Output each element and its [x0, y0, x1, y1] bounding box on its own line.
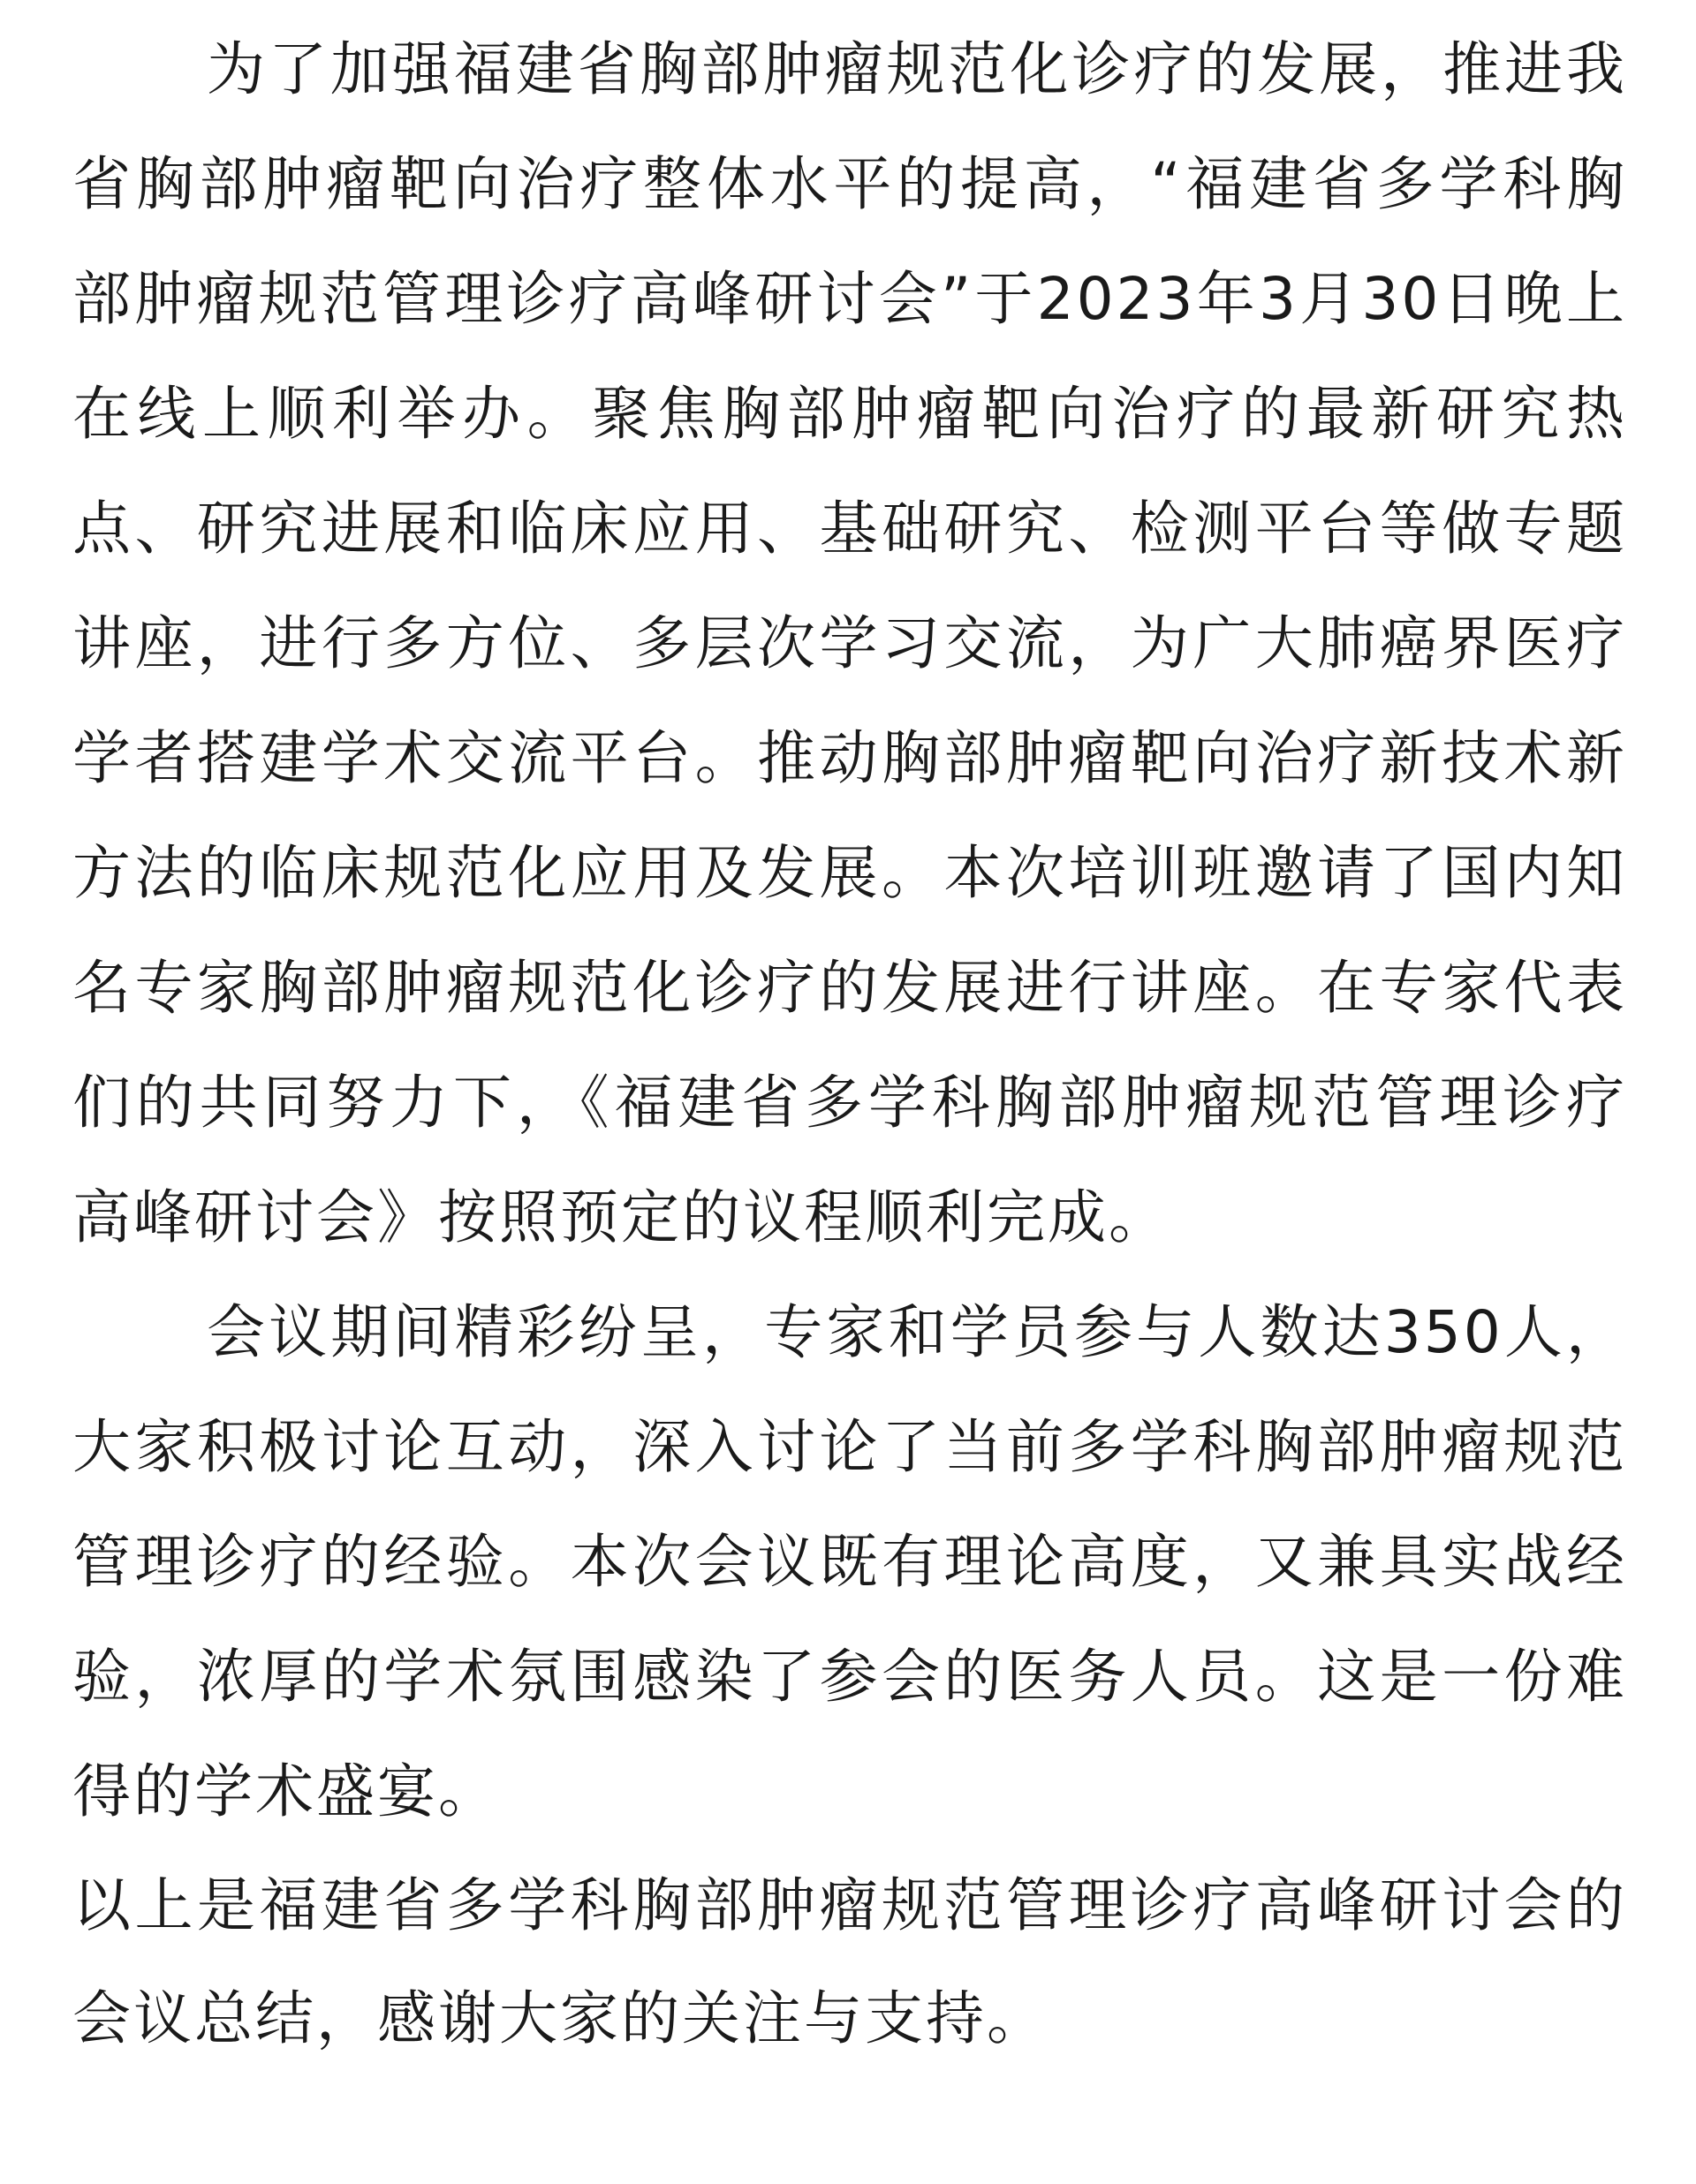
article-body [72, 12, 1627, 2075]
paragraph-summary: 以上是福建省多学科胸部肿瘤规范管理诊疗高峰研讨会的会议总结，感谢大家的关注与支持。 [72, 1871, 1627, 2052]
paragraph-highlights: 会议期间精彩纷呈，专家和学员参与人数达350人，大家积极讨论互动，深入讨论了当前多学科胸部肿瘤规范管理诊疗的经验。本次会议既有理论高度，又兼具实战经验，浓厚的学术氛围感染了参会的医务人员。这是一份难得的学术盛宴。 [72, 1298, 1627, 1825]
paragraph-intro: 为了加强福建省胸部肿瘤规范化诊疗的发展，推进我省胸部肿瘤靶向治疗整体水平的提高，“福建省多学科胸部肿瘤规范管理诊疗高峰研讨会”于2023年3月30日晚上在线上顺利举办。聚焦胸部肿瘤靶向治疗的最新研究热点、研究进展和临床应用、基础研究、检测平台等做专题讲座，进行多方位、多层次学习交流，为广大肺癌界医疗学者搭建学术交流平台。推动胸部肿瘤靶向治疗新技术新方法的临床规范化应用及发展。本次培训班邀请了国内知名专家胸部肿瘤规范化诊疗的发展进行讲座。在专家代表们的共同努力下，《福建省多学科胸部肿瘤规范管理诊疗高峰研讨会》按照预定的议程顺利完成。 [72, 35, 1627, 1251]
